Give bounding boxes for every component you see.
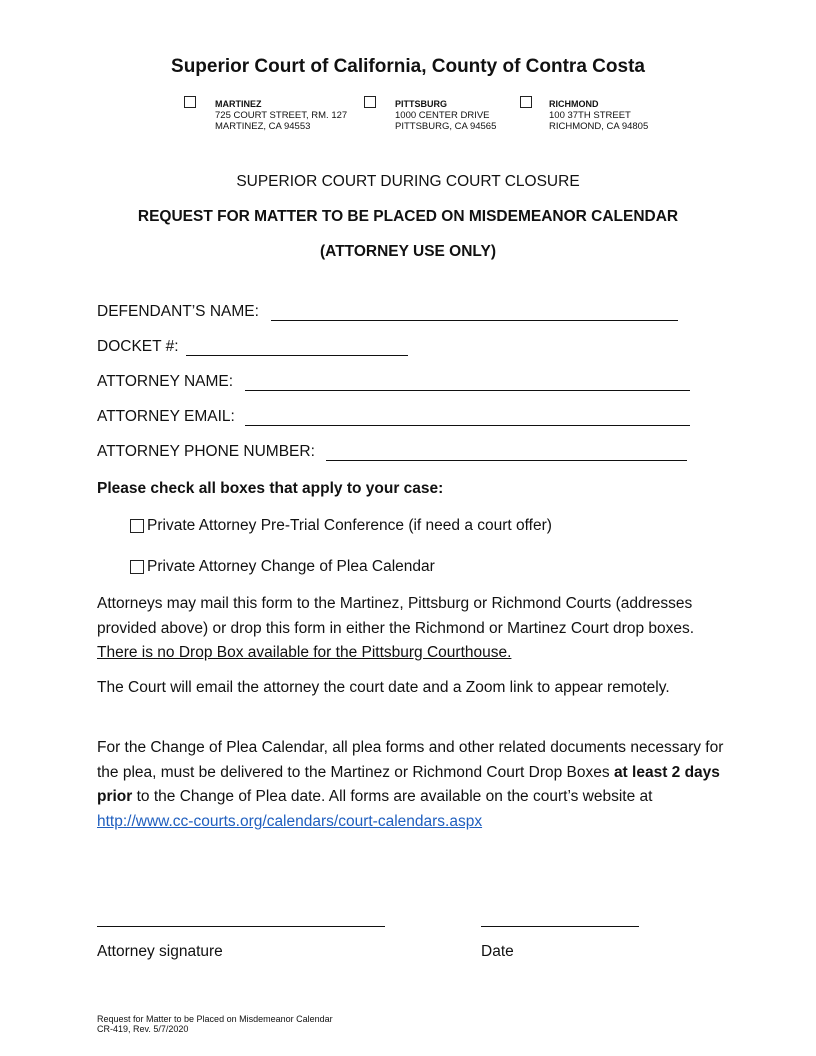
defendant-name-field[interactable] <box>271 320 678 321</box>
attorney-name-field[interactable] <box>245 390 690 391</box>
pittsburg-checkbox[interactable] <box>364 96 376 108</box>
plea-text-after: to the Change of Plea date. All forms are available on the court’s website at <box>136 788 653 805</box>
date-label: Date <box>481 943 514 960</box>
date-line[interactable] <box>481 926 639 927</box>
attorney-email-label: ATTORNEY EMAIL: <box>97 408 235 425</box>
signature-line[interactable] <box>97 926 385 927</box>
location-city: PITTSBURG, CA 94565 <box>395 121 497 132</box>
martinez-checkbox[interactable] <box>184 96 196 108</box>
docket-label: DOCKET #: <box>97 338 179 355</box>
pittsburg-dropbox-note: There is no Drop Box available for the Pittsburg Courthouse. <box>97 644 512 661</box>
court-calendars-link[interactable]: http://www.cc-courts.org/calendars/court-calendars.aspx <box>97 812 483 830</box>
location-name: MARTINEZ <box>215 99 262 109</box>
attorney-email-field[interactable] <box>245 425 690 426</box>
location-street: 1000 CENTER DRIVE <box>395 110 490 121</box>
attorney-name-label: ATTORNEY NAME: <box>97 373 234 390</box>
attorney-use-heading: (ATTORNEY USE ONLY) <box>320 243 496 260</box>
location-martinez <box>215 99 347 132</box>
mail-instructions-paragraph <box>97 592 727 666</box>
option-label: Private Attorney Pre-Trial Conference (if need a court offer) <box>147 517 552 534</box>
option-label: Private Attorney Change of Plea Calendar <box>147 558 435 575</box>
attorney-phone-label: ATTORNEY PHONE NUMBER: <box>97 443 315 460</box>
option-change-of-plea[interactable] <box>130 558 435 576</box>
richmond-checkbox[interactable] <box>520 96 532 108</box>
location-city: MARTINEZ, CA 94553 <box>215 121 311 132</box>
closure-heading: SUPERIOR COURT DURING COURT CLOSURE <box>236 173 580 190</box>
defendant-name-label: DEFENDANT’S NAME: <box>97 303 259 320</box>
mail-instructions-text: Attorneys may mail this form to the Martinez, Pittsburg or Richmond Courts (addresses provided above) or drop this form in either the Richmond or Martinez Court drop boxes. <box>97 595 695 637</box>
location-name: RICHMOND <box>549 99 599 109</box>
attorney-phone-field[interactable] <box>326 460 687 461</box>
location-richmond <box>549 99 648 132</box>
footer-form-number: CR-419, Rev. 5/7/2020 <box>97 1024 189 1034</box>
court-title: Superior Court of California, County of Contra Costa <box>171 56 645 77</box>
option-pretrial-conference[interactable] <box>130 517 552 535</box>
footer-title: Request for Matter to be Placed on Misdemeanor Calendar <box>97 1014 333 1024</box>
location-pittsburg <box>395 99 496 132</box>
location-street: 100 37TH STREET <box>549 110 631 121</box>
pretrial-checkbox[interactable] <box>130 519 144 533</box>
footer <box>97 1014 333 1034</box>
plea-paragraph <box>97 736 727 834</box>
checklist-prompt: Please check all boxes that apply to your case: <box>97 480 444 497</box>
location-city: RICHMOND, CA 94805 <box>549 121 649 132</box>
zoom-paragraph: The Court will email the attorney the court date and a Zoom link to appear remotely. <box>97 679 670 696</box>
plea-text-before: For the Change of Plea Calendar, all plea forms and other related documents necessary for the plea, must be delivered to the Martinez or Richmond Court Drop Boxes <box>97 739 724 781</box>
request-heading: REQUEST FOR MATTER TO BE PLACED ON MISDEMEANOR CALENDAR <box>137 208 679 225</box>
location-street: 725 COURT STREET, RM. 127 <box>215 110 348 121</box>
docket-field[interactable] <box>186 355 408 356</box>
signature-label: Attorney signature <box>97 943 223 960</box>
location-name: PITTSBURG <box>395 99 448 109</box>
plea-deadline: at least 2 days prior <box>97 763 720 805</box>
change-of-plea-checkbox[interactable] <box>130 560 144 574</box>
